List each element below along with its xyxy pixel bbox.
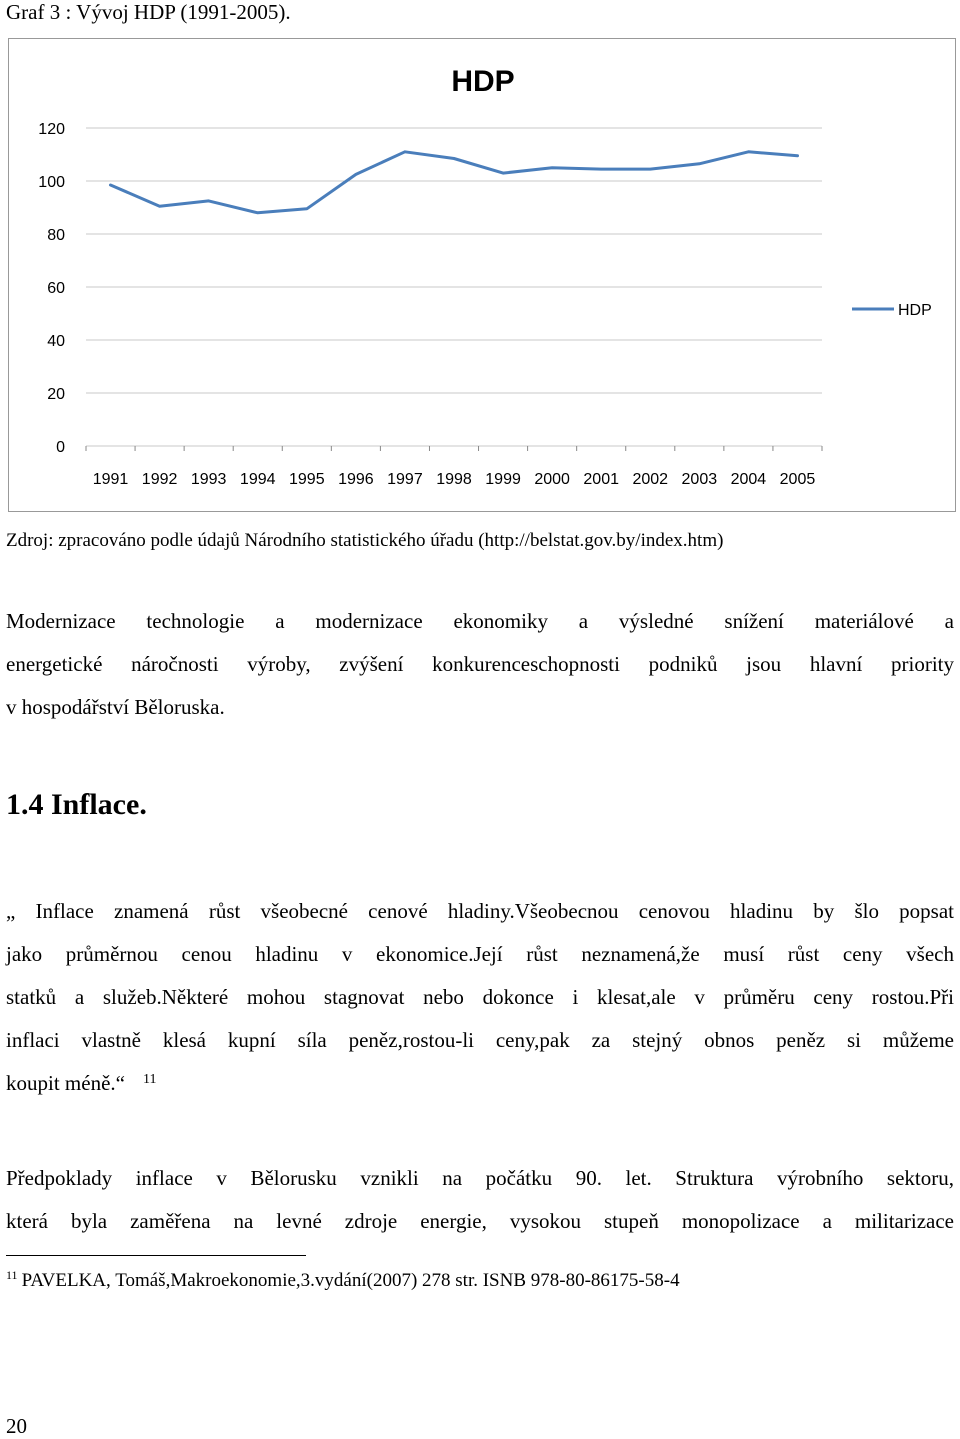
x-tick-label: 1993 [190,471,227,488]
chart-title: HDP [451,65,515,98]
y-tick-label: 80 [47,227,65,244]
y-tick-label: 0 [56,439,65,456]
text-line: jako průměrnou cenou hladinu v ekonomice.Její růst neznamená,že musí růst ceny všech [6,942,954,966]
text-line: inflaci vlastně klesá kupní síla peněz,rostou-li ceny,pak za stejný obnos peněz si můžeme [6,1028,954,1052]
footnote-number: 11 [6,1268,18,1282]
x-tick-label: 1998 [436,471,472,488]
text-line [6,1062,954,1105]
x-tick-label: 1999 [485,471,521,488]
x-tick-label: 2001 [583,471,619,488]
paragraph-inflation-quote [6,890,954,1105]
legend-label: HDP [898,302,932,319]
chart-container [8,38,956,512]
x-tick-label: 1995 [289,471,325,488]
text-line: statků a služeb.Některé mohou stagnovat nebo dokonce i klesat,ale v průměru ceny rostou.Při [6,985,954,1009]
x-tick-label: 2005 [779,471,816,488]
section-heading: 1.4 Inflace. [6,788,147,821]
series-line-hdp [111,152,798,213]
y-tick-label: 60 [47,280,65,297]
y-tick-label: 100 [38,174,65,191]
text-line: v hospodářství Běloruska. [6,695,225,719]
footnote-divider [6,1255,306,1256]
paragraph-inflation-belarus [6,1157,954,1243]
text-line: energetické náročnosti výroby, zvýšení konkurenceschopnosti podniků jsou hlavní priority [6,652,954,676]
footnote-reference[interactable]: 11 [142,1072,157,1087]
x-tick-label: 1992 [141,471,178,488]
text-line: která byla zaměřena na levné zdroje energie, vysokou stupeň monopolizace a militarizace [6,1209,954,1233]
footnote [6,1270,680,1292]
footnote-text: PAVELKA, Tomáš,Makroekonomie,3.vydání(2007) 278 str. ISNB 978-80-86175-58-4 [21,1270,680,1291]
x-tick-label: 2000 [534,471,570,488]
figure-caption: Graf 3 : Vývoj HDP (1991-2005). [6,0,291,24]
hdp-line-chart [9,39,957,513]
x-tick-label: 2004 [730,471,767,488]
chart-source: Zdroj: zpracováno podle údajů Národního statistického úřadu (http://belstat.gov.by/index.htm) [6,530,724,551]
text-line: Modernizace technologie a modernizace ekonomiky a výsledné snížení materiálové a [6,609,954,633]
page-number: 20 [6,1414,27,1438]
y-tick-label: 120 [38,121,65,138]
x-tick-label: 1996 [338,471,374,488]
y-tick-label: 20 [47,386,65,403]
x-tick-label: 1991 [92,471,129,488]
x-tick-label: 2003 [681,471,718,488]
text-line: Předpoklady inflace v Bělorusku vznikli na počátku 90. let. Struktura výrobního sektoru, [6,1166,954,1190]
text-line-content: koupit méně.“ [6,1071,125,1095]
x-tick-label: 2002 [632,471,669,488]
y-tick-label: 40 [47,333,65,350]
paragraph-modernization [6,600,954,729]
x-tick-label: 1994 [239,471,276,488]
text-line: „ Inflace znamená růst všeobecné cenové hladiny.Všeobecnou cenovou hladinu by šlo popsat [6,899,954,923]
x-tick-label: 1997 [387,471,423,488]
